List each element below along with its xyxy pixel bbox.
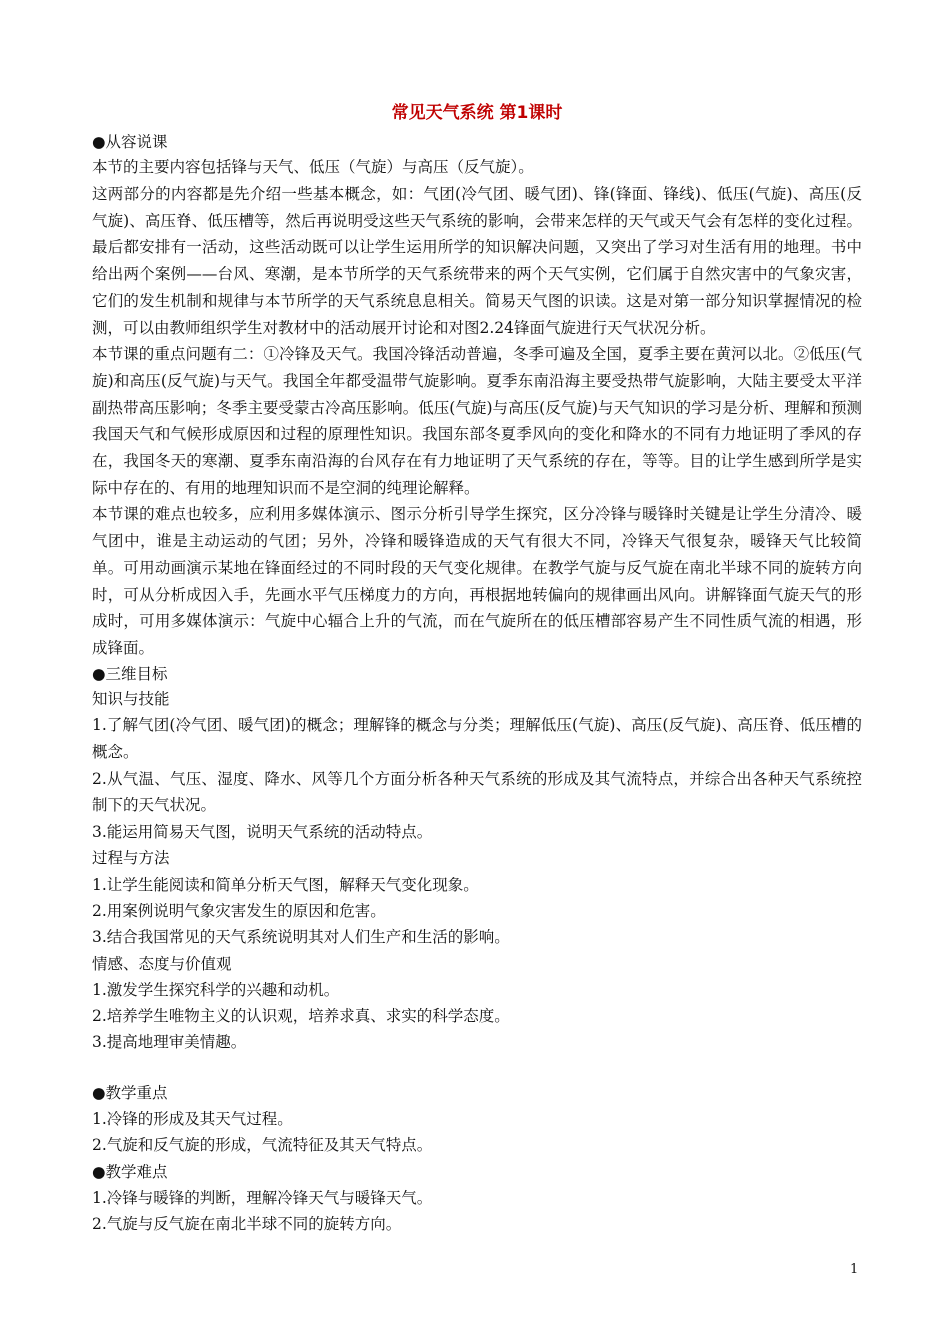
subheading-knowledge: 知识与技能 [92, 689, 170, 708]
subheading-process: 过程与方法 [92, 849, 170, 868]
document-title: 常见天气系统 第1课时 [391, 103, 563, 123]
paragraph-key-points: 本节课的重点问题有二：①冷锋及天气。我国冷锋活动普遍，冬季可遍及全国，夏季主要在黄河以北。②低压(气旋)和高压(反气旋)与天气。我国全年都受温带气旋影响。夏季东南沿海主要受热带气旋影响，大陆主要受太平洋副热带高压影响；冬季主要受蒙古冷高压影响。低压(气旋)与高压(反气旋)与天气知识的学习是分析、理解和预测我国天气和气候形成原因和过程的原理性知识。我国东部冬夏季风向的变化和降水的不同有力地证明了季风的存在，我国冬天的寒潮、夏季东南沿海的台风存在有力地证明了天气系统的存在，等等。目的让学生感到所学是实际中存在的、有用的地理知识而不是空洞的纯理论解释。 [92, 345, 862, 497]
difficulty-item-1: 1.冷锋与暖锋的判断，理解冷锋天气与暖锋天气。 [92, 1188, 433, 1207]
goal-process-3: 3.结合我国常见的天气系统说明其对人们生产和生活的影响。 [92, 928, 510, 947]
subheading-emotion: 情感、态度与价值观 [92, 954, 232, 973]
goal-knowledge-1: 1.了解气团(冷气团、暖气团)的概念；理解锋的概念与分类；理解低压(气旋)、高压(反气旋)、高压脊、低压槽的概念。 [92, 716, 862, 761]
goal-emotion-2: 2.培养学生唯物主义的认识观，培养求真、求实的科学态度。 [92, 1007, 510, 1026]
goal-process-2: 2.用案例说明气象灾害发生的原因和危害。 [92, 901, 386, 920]
document-body [92, 102, 862, 1238]
paragraph-concepts: 这两部分的内容都是先介绍一些基本概念，如：气团(冷气团、暖气团)、锋(锋面、锋线)、低压(气旋)、高压(反气旋)、高压脊、低压槽等，然后再说明受这些天气系统的影响，会带来怎样的天气或天气会有怎样的变化过程。最后都安排有一活动，这些活动既可以让学生运用所学的知识解决问题，又突出了学习对生活有用的地理。书中给出两个案例——台风、寒潮，是本节所学的天气系统带来的两个天气实例，它们属于自然灾害中的气象灾害，它们的发生机制和规律与本节所学的天气系统息息相关。简易天气图的识读。这是对第一部分知识掌握情况的检测，可以由教师组织学生对教材中的活动展开讨论和对图2.24锋面气旋进行天气状况分析。 [92, 185, 862, 337]
goal-process-1: 1.让学生能阅读和简单分析天气图，解释天气变化现象。 [92, 875, 479, 894]
blank-line [92, 1056, 862, 1080]
focus-item-1: 1.冷锋的形成及其天气过程。 [92, 1110, 293, 1129]
goal-knowledge-2: 2.从气温、气压、湿度、降水、风等几个方面分析各种天气系统的形成及其气流特点，并综合出各种天气系统控制下的天气状况。 [92, 769, 862, 815]
goal-emotion-1: 1.激发学生探究科学的兴趣和动机。 [92, 980, 340, 999]
goal-knowledge-3: 3.能运用简易天气图，说明天气系统的活动特点。 [92, 823, 433, 842]
difficulty-item-2: 2.气旋与反气旋在南北半球不同的旋转方向。 [92, 1215, 402, 1234]
section-heading-difficulty: ● 教学难点 [92, 1159, 862, 1185]
goal-emotion-3: 3.提高地理审美情趣。 [92, 1033, 247, 1052]
section-heading-focus: ● 教学重点 [92, 1080, 862, 1106]
section-heading-shuoke: ● 从容说课 [92, 130, 862, 154]
focus-item-2: 2.气旋和反气旋的形成，气流特征及其天气特点。 [92, 1136, 433, 1155]
section-heading-goals: ● 三维目标 [92, 662, 862, 686]
page-number: 1 [850, 1262, 859, 1277]
paragraph-difficulties: 本节课的难点也较多，应利用多媒体演示、图示分析引导学生探究，区分冷锋与暖锋时关键是让学生分清冷、暖气团中，谁是主动运动的气团；另外，冷锋和暖锋造成的天气有很大不同，冷锋天气很复杂，暖锋天气比较简单。可用动画演示某地在锋面经过的不同时段的天气变化规律。在教学气旋与反气旋在南北半球不同的旋转方向时，可从分析成因入手，先画水平气压梯度力的方向，再根据地转偏向的规律画出风向。讲解锋面气旋天气的形成时，可用多媒体演示：气旋中心辐合上升的气流，而在气旋所在的低压槽部容易产生不同性质气流的相遇，形成锋面。 [92, 505, 862, 657]
paragraph-intro: 本节的主要内容包括锋与天气、低压（气旋）与高压（反气旋）。 [92, 158, 534, 177]
